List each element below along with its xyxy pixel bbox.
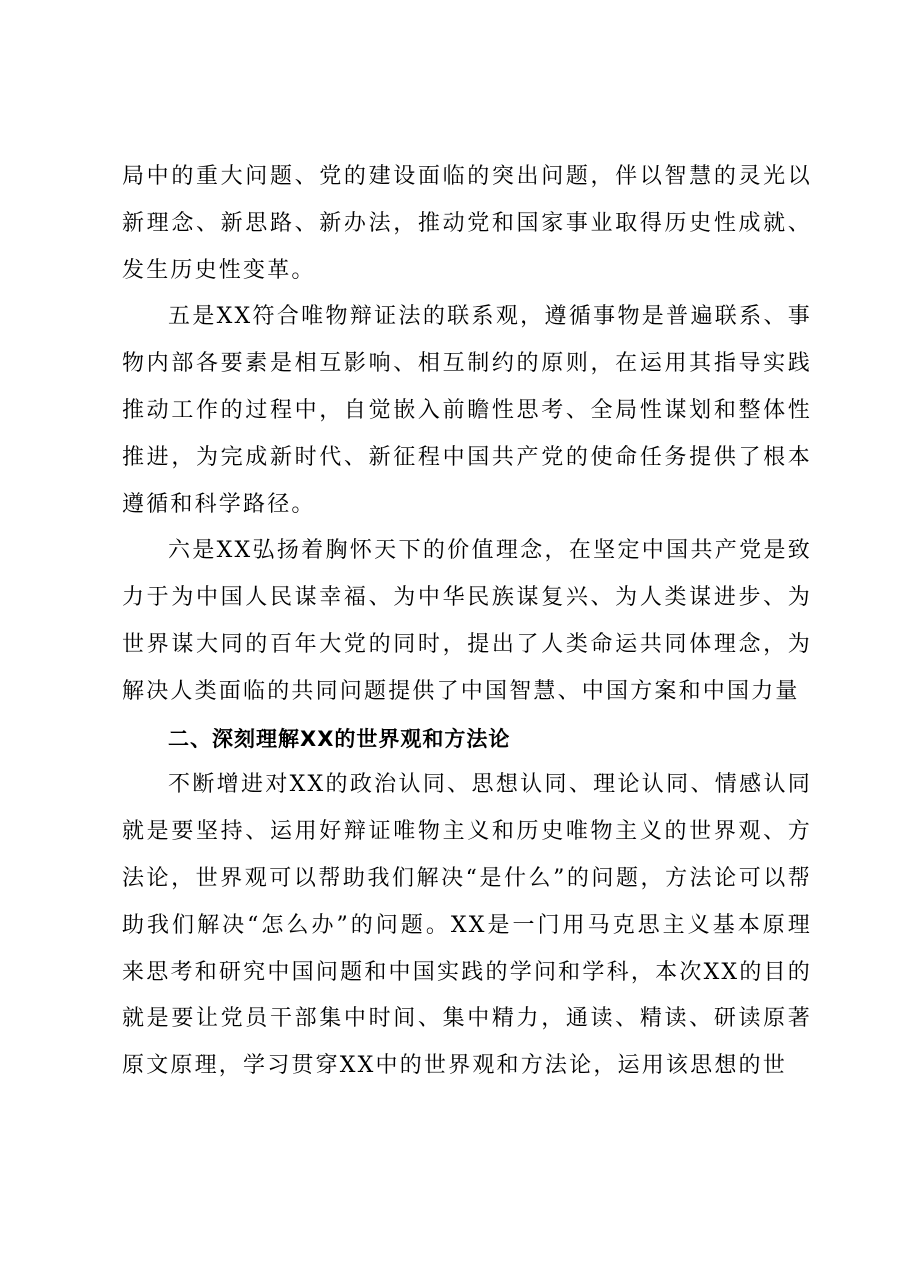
document-body (122, 154, 812, 1090)
paragraph-five-dialectics: 五是XX符合唯物辩证法的联系观，遵循事物是普遍联系、事物内部各要素是相互影响、相互制约的原则，在运用其指导实践推动工作的过程中，自觉嵌入前瞻性思考、全局性谋划和整体性推进，为完成新时代、新征程中国共产党的使命任务提供了根本遵循和科学路径。 (122, 304, 812, 517)
section-heading-two: 二、深刻理解XX的世界观和方法论 (168, 726, 511, 751)
paragraph-six-values: 六是XX弘扬着胸怀天下的价值理念，在坚定中国共产党是致力于为中国人民谋幸福、为中华民族谋复兴、为人类谋进步、为世界谋大同的百年大党的同时，提出了人类命运共同体理念，为解决人类面临的共同问题提供了中国智慧、中国方案和中国力量 (122, 538, 812, 704)
paragraph-worldview-methodology: 不断增进对XX的政治认同、思想认同、理论认同、情感认同就是要坚持、运用好辩证唯物主义和历史唯物主义的世界观、方法论，世界观可以帮助我们解决“是什么”的问题，方法论可以帮助我们解决“怎么办”的问题。XX是一门用马克思主义基本原理来思考和研究中国问题和中国实践的学问和学科，本次XX的目的就是要让党员干部集中时间、集中精力，通读、精读、研读原著原文原理，学习贯穿XX中的世界观和方法论，运用该思想的世 (122, 772, 812, 1079)
paragraph-continuation: 局中的重大问题、党的建设面临的突出问题，伴以智慧的灵光以新理念、新思路、新办法，推动党和国家事业取得历史性成就、发生历史性变革。 (122, 164, 812, 283)
